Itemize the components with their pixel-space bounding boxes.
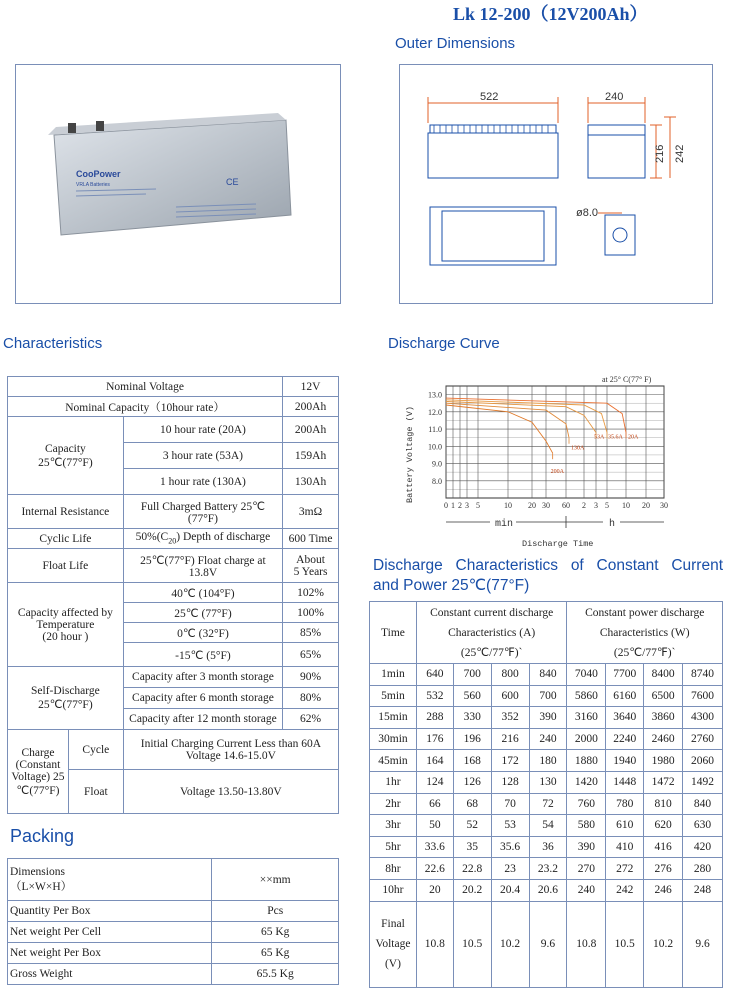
table-row [370, 728, 723, 750]
table-row [370, 815, 723, 837]
packing-label: Quantity Per Box [8, 901, 212, 922]
chart-ylabel: Battery Voltage (V) [405, 406, 415, 503]
float-life-label: Float Life [8, 549, 124, 583]
temperature-label: Capacity affected by Temperature (20 hour ) [8, 583, 124, 667]
table-row [8, 495, 339, 529]
discharge-table-heading: Discharge Characteristics of Constant Current and Power 25℃(77°F) [373, 557, 723, 594]
table-row [370, 793, 723, 815]
packing-value: Pcs [212, 901, 339, 922]
packing-value: 65.5 Kg [212, 964, 339, 985]
value-cell: 780 [606, 793, 644, 815]
time-cell: 2hr [370, 793, 417, 815]
value-cell: 1940 [606, 750, 644, 772]
time-cell: 30min [370, 728, 417, 750]
table-row [8, 901, 339, 922]
value-cell: 7040 [567, 664, 606, 686]
value-cell: 172 [491, 750, 529, 772]
temp-value: 102% [283, 583, 339, 603]
value-cell: 620 [644, 815, 683, 837]
final-voltage-cell: 10.8 [416, 901, 453, 987]
charge-cycle-label: Cycle [68, 730, 123, 770]
temp-value: 100% [283, 603, 339, 623]
brand-sub: VRLA Batteries [76, 182, 110, 188]
series-label: 53A [594, 434, 605, 441]
capacity-label: Capacity 25℃(77°F) [8, 417, 124, 495]
value-cell: 240 [567, 879, 606, 901]
time-cell: 5hr [370, 836, 417, 858]
packing-dimensions-value: ××mm [212, 859, 339, 901]
charge-float-value: Voltage 13.50-13.80V [123, 770, 338, 814]
value-cell: 2460 [644, 728, 683, 750]
value-cell: 410 [606, 836, 644, 858]
value-cell: 810 [644, 793, 683, 815]
chart-temp-note: at 25° C(77° F) [602, 375, 652, 384]
x-tick-label: 3 [465, 501, 469, 510]
packing-heading: Packing [10, 826, 75, 846]
brand-text: CooPower [76, 169, 121, 179]
value-cell: 176 [416, 728, 453, 750]
value-cell: 54 [529, 815, 567, 837]
value-cell: 760 [567, 793, 606, 815]
value-cell: 420 [683, 836, 723, 858]
value-cell: 248 [683, 879, 723, 901]
dim-height2: 242 [674, 144, 686, 163]
time-cell: 8hr [370, 858, 417, 880]
outer-dimensions-heading: Outer Dimensions [395, 35, 516, 52]
value-cell: 1492 [683, 771, 723, 793]
discharge-table-body [370, 664, 723, 902]
temp-cond: 40℃ (104°F) [123, 583, 282, 603]
table-row [370, 664, 723, 686]
outer-dimensions-frame [399, 64, 713, 304]
value-cell: 124 [416, 771, 453, 793]
table-row [8, 730, 339, 770]
value-cell: 128 [491, 771, 529, 793]
self-discharge-cond: Capacity after 6 month storage [123, 688, 282, 709]
value-cell: 52 [453, 815, 491, 837]
dimension-drawing [400, 65, 712, 303]
value-cell: 330 [453, 707, 491, 729]
self-discharge-cond: Capacity after 3 month storage [123, 667, 282, 688]
final-voltage-cell: 10.5 [606, 901, 644, 987]
internal-resistance-value: 3mΩ [283, 495, 339, 529]
packing-table [7, 858, 339, 985]
value-cell: 33.6 [416, 836, 453, 858]
value-cell: 840 [683, 793, 723, 815]
current-header: Constant current discharge Characteristics (A) (25℃/77℉)ˋ [416, 602, 566, 664]
value-cell: 7600 [683, 685, 723, 707]
value-cell: 640 [416, 664, 453, 686]
series-label: 35.6A [608, 434, 623, 441]
value-cell: 22.8 [453, 858, 491, 880]
value-cell: 3160 [567, 707, 606, 729]
value-cell: 35.6 [491, 836, 529, 858]
packing-dimensions-label: Dimensions （L×W×H） [8, 859, 212, 901]
series-label: 200A [550, 469, 565, 476]
table-row [8, 943, 339, 964]
float-life-value: About 5 Years [283, 549, 339, 583]
dim-height1: 216 [654, 144, 666, 163]
value-cell: 130 [529, 771, 567, 793]
value-cell: 3860 [644, 707, 683, 729]
table-row [370, 858, 723, 880]
value-cell: 580 [567, 815, 606, 837]
value-cell: 610 [606, 815, 644, 837]
value-cell: 20.2 [453, 879, 491, 901]
value-cell: 270 [567, 858, 606, 880]
y-tick-label: 13.0 [428, 390, 442, 400]
value-cell: 8740 [683, 664, 723, 686]
table-row [8, 964, 339, 985]
value-cell: 5860 [567, 685, 606, 707]
value-cell: 700 [529, 685, 567, 707]
chart-xlabel: Discharge Time [522, 539, 594, 549]
value-cell: 70 [491, 793, 529, 815]
packing-value: 65 Kg [212, 943, 339, 964]
final-voltage-cell: 9.6 [529, 901, 567, 987]
table-row [370, 750, 723, 772]
x-tick-label: 0 [444, 501, 448, 510]
self-discharge-value: 90% [283, 667, 339, 688]
dim-length: 522 [480, 91, 499, 103]
value-cell: 22.6 [416, 858, 453, 880]
value-cell: 6160 [606, 685, 644, 707]
temp-cond: -15℃ (5°F) [123, 643, 282, 667]
final-voltage-cell: 10.5 [453, 901, 491, 987]
table-row [370, 707, 723, 729]
value-cell: 53 [491, 815, 529, 837]
capacity-value: 200Ah [283, 417, 339, 443]
value-cell: 196 [453, 728, 491, 750]
x-tick-label: 20 [528, 501, 536, 510]
value-cell: 1420 [567, 771, 606, 793]
final-voltage-row [370, 901, 723, 987]
y-tick-label: 11.0 [428, 425, 442, 435]
table-row [8, 549, 339, 583]
characteristics-heading: Characteristics [3, 335, 103, 352]
x-tick-label: 2 [582, 501, 586, 510]
table-row [370, 771, 723, 793]
table-row [8, 859, 339, 901]
chart-h-label: h [609, 519, 616, 530]
value-cell: 1980 [644, 750, 683, 772]
x-tick-label: 30 [660, 501, 668, 510]
value-cell: 600 [491, 685, 529, 707]
temp-value: 65% [283, 643, 339, 667]
value-cell: 8400 [644, 664, 683, 686]
discharge-table [369, 601, 723, 988]
page-title: Lk 12-200（12V200Ah） [453, 4, 648, 24]
nominal-voltage-label: Nominal Voltage [8, 377, 283, 397]
value-cell: 126 [453, 771, 491, 793]
value-cell: 20 [416, 879, 453, 901]
value-cell: 1880 [567, 750, 606, 772]
table-row [8, 667, 339, 688]
final-voltage-cell: 10.2 [491, 901, 529, 987]
time-cell: 1hr [370, 771, 417, 793]
temp-value: 85% [283, 623, 339, 643]
value-cell: 560 [453, 685, 491, 707]
value-cell: 532 [416, 685, 453, 707]
charge-label: Charge (Constant Voltage) 25 ℃(77°F) [8, 730, 69, 814]
y-tick-label: 10.0 [428, 442, 442, 452]
table-row [8, 922, 339, 943]
power-header: Constant power discharge Characteristics (W) (25℃/77℉)ˋ [567, 602, 723, 664]
time-cell: 45min [370, 750, 417, 772]
value-cell: 2000 [567, 728, 606, 750]
table-row [370, 685, 723, 707]
capacity-cond: 3 hour rate (53A) [123, 443, 282, 469]
time-cell: 1min [370, 664, 417, 686]
table-header-row [370, 602, 723, 664]
value-cell: 164 [416, 750, 453, 772]
value-cell: 240 [529, 728, 567, 750]
value-cell: 246 [644, 879, 683, 901]
table-row [370, 836, 723, 858]
cyclic-life-cond: $50\%(C_{20})$ Depth of discharge [123, 529, 282, 549]
x-tick-label: 20 [642, 501, 650, 510]
value-cell: 800 [491, 664, 529, 686]
value-cell: 20.4 [491, 879, 529, 901]
temp-cond: 0℃ (32°F) [123, 623, 282, 643]
value-cell: 180 [529, 750, 567, 772]
value-cell: 352 [491, 707, 529, 729]
value-cell: 630 [683, 815, 723, 837]
table-row [8, 417, 339, 443]
time-cell: 15min [370, 707, 417, 729]
x-tick-label: 60 [562, 501, 570, 510]
value-cell: 390 [567, 836, 606, 858]
chart-min-label: min [495, 519, 514, 530]
value-cell: 1448 [606, 771, 644, 793]
capacity-value: 159Ah [283, 443, 339, 469]
self-discharge-value: 62% [283, 709, 339, 730]
cert-mark: CE [226, 177, 239, 187]
final-voltage-cell: 10.2 [644, 901, 683, 987]
self-discharge-value: 80% [283, 688, 339, 709]
time-header: Time [370, 602, 417, 664]
y-tick-label: 12.0 [428, 407, 442, 417]
capacity-value: 130Ah [283, 469, 339, 495]
y-tick-label: 9.0 [432, 459, 442, 469]
final-voltage-cell: 9.6 [683, 901, 723, 987]
series-label: 130A [571, 445, 585, 452]
table-row [8, 529, 339, 549]
dim-width: 240 [605, 91, 624, 103]
packing-label: Net weight Per Box [8, 943, 212, 964]
table-row [8, 397, 339, 417]
battery-photo [16, 65, 340, 303]
characteristics-table [7, 376, 339, 814]
x-tick-label: 5 [476, 501, 480, 510]
value-cell: 6500 [644, 685, 683, 707]
nominal-capacity-value: 200Ah [283, 397, 339, 417]
value-cell: 840 [529, 664, 567, 686]
x-tick-label: 3 [594, 501, 598, 510]
value-cell: 2240 [606, 728, 644, 750]
x-tick-label: 10 [504, 501, 512, 510]
x-tick-label: 10 [622, 501, 630, 510]
cyclic-life-value: 600 Time [283, 529, 339, 549]
x-tick-label: 2 [458, 501, 462, 510]
value-cell: 23.2 [529, 858, 567, 880]
value-cell: 7700 [606, 664, 644, 686]
value-cell: 288 [416, 707, 453, 729]
temp-cond: 25℃ (77°F) [123, 603, 282, 623]
value-cell: 23 [491, 858, 529, 880]
internal-resistance-cond: Full Charged Battery 25℃ (77°F) [123, 495, 282, 529]
table-row [8, 583, 339, 603]
capacity-cond: 10 hour rate (20A) [123, 417, 282, 443]
table-row [370, 879, 723, 901]
value-cell: 276 [644, 858, 683, 880]
value-cell: 272 [606, 858, 644, 880]
value-cell: 50 [416, 815, 453, 837]
y-tick-label: 8.0 [432, 476, 442, 486]
value-cell: 2060 [683, 750, 723, 772]
value-cell: 242 [606, 879, 644, 901]
packing-label: Net weight Per Cell [8, 922, 212, 943]
packing-value: 65 Kg [212, 922, 339, 943]
battery-photo-frame [15, 64, 341, 304]
discharge-curve-heading: Discharge Curve [388, 335, 500, 352]
value-cell: 20.6 [529, 879, 567, 901]
charge-cycle-value: Initial Charging Current Less than 60A Voltage 14.6-15.0V [123, 730, 338, 770]
cyclic-life-label: Cyclic Life [8, 529, 124, 549]
table-row [8, 377, 339, 397]
float-life-cond: 25℃(77°F) Float charge at 13.8V [123, 549, 282, 583]
value-cell: 168 [453, 750, 491, 772]
value-cell: 1472 [644, 771, 683, 793]
x-tick-label: 5 [605, 501, 609, 510]
self-discharge-cond: Capacity after 12 month storage [123, 709, 282, 730]
discharge-curve-chart [398, 368, 698, 553]
value-cell: 72 [529, 793, 567, 815]
value-cell: 700 [453, 664, 491, 686]
value-cell: 68 [453, 793, 491, 815]
final-voltage-cell: 10.8 [567, 901, 606, 987]
packing-label: Gross Weight [8, 964, 212, 985]
value-cell: 35 [453, 836, 491, 858]
value-cell: 216 [491, 728, 529, 750]
value-cell: 280 [683, 858, 723, 880]
series-label: 20A [628, 434, 639, 441]
x-tick-label: 30 [542, 501, 550, 510]
nominal-voltage-value: 12V [283, 377, 339, 397]
charge-float-label: Float [68, 770, 123, 814]
self-discharge-label: Self-Discharge 25℃(77°F) [8, 667, 124, 730]
dim-terminal: ø8.0 [576, 207, 599, 219]
nominal-capacity-label: Nominal Capacity（10hour rate） [8, 397, 283, 417]
value-cell: 2760 [683, 728, 723, 750]
value-cell: 4300 [683, 707, 723, 729]
capacity-cond: 1 hour rate (130A) [123, 469, 282, 495]
value-cell: 36 [529, 836, 567, 858]
value-cell: 66 [416, 793, 453, 815]
time-cell: 10hr [370, 879, 417, 901]
time-cell: 5min [370, 685, 417, 707]
value-cell: 416 [644, 836, 683, 858]
value-cell: 390 [529, 707, 567, 729]
x-tick-label: 1 [451, 501, 455, 510]
final-voltage-label: Final Voltage (V) [370, 901, 417, 987]
value-cell: 3640 [606, 707, 644, 729]
internal-resistance-label: Internal Resistance [8, 495, 124, 529]
time-cell: 3hr [370, 815, 417, 837]
